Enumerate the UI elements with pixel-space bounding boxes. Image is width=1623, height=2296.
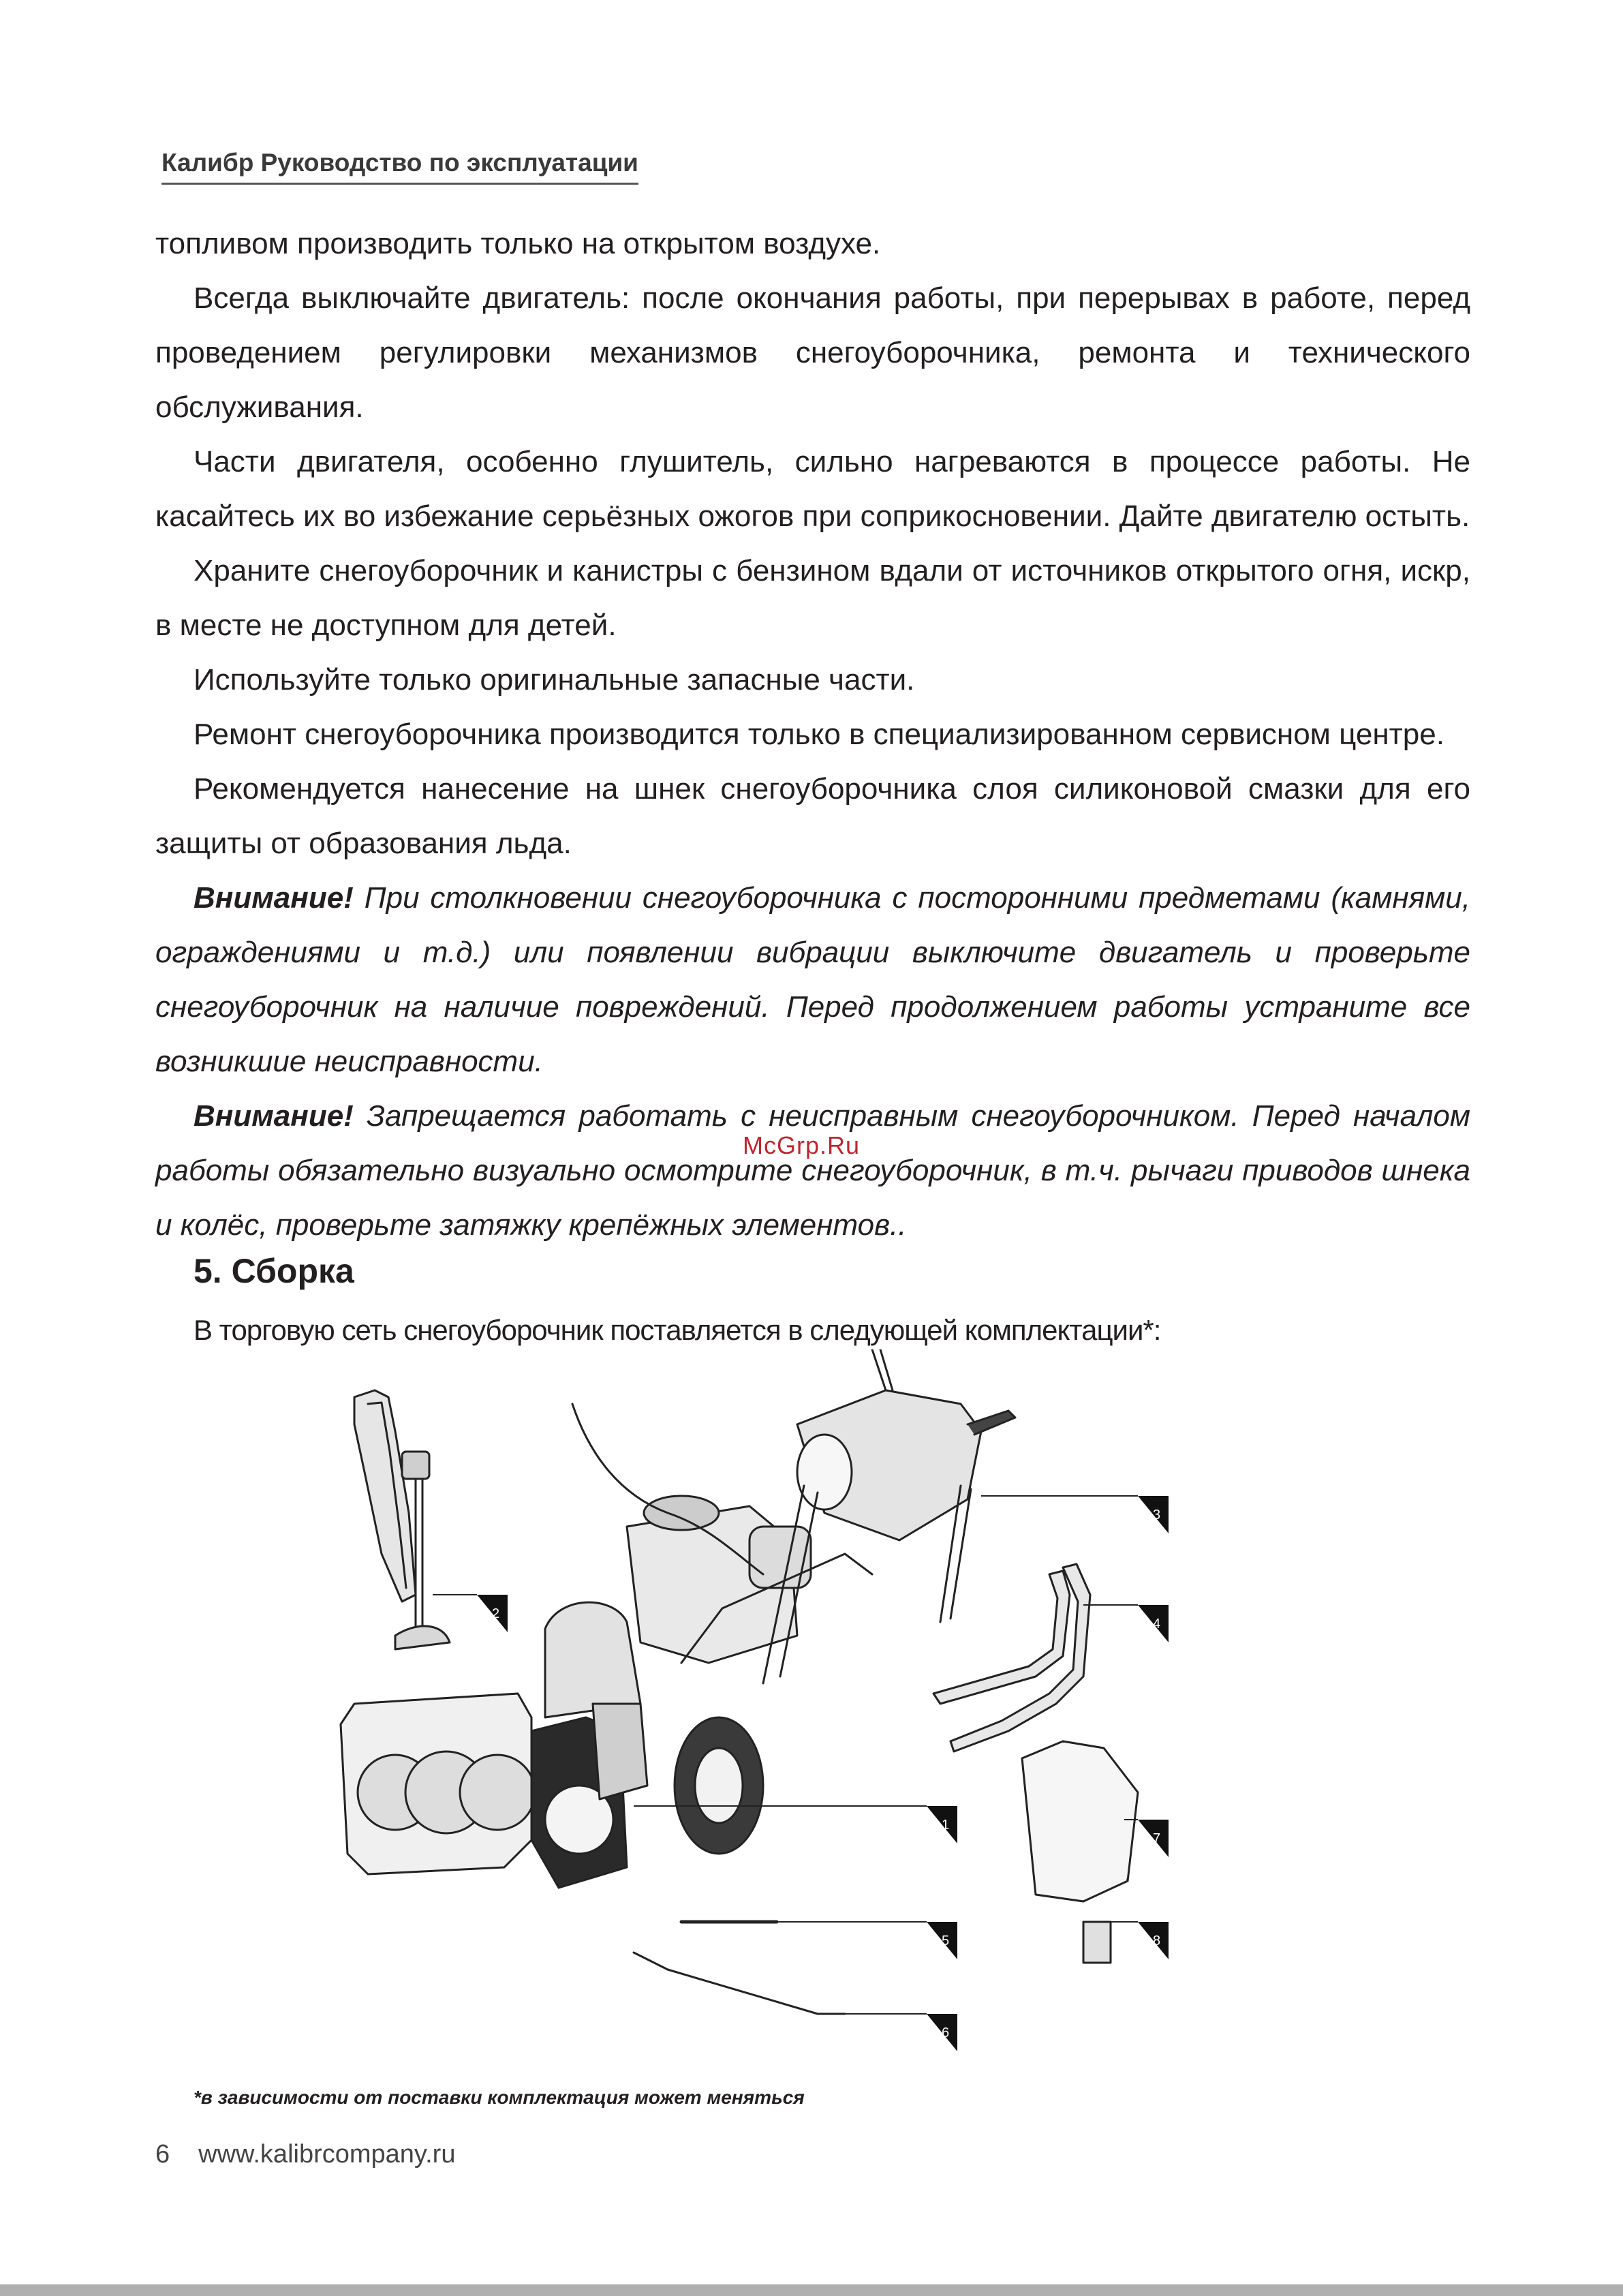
footnote: *в зависимости от поставки комплектация может меняться	[194, 2087, 805, 2108]
warning-paragraph	[155, 871, 1470, 1089]
paragraph: Используйте только оригинальные запасные части.	[194, 663, 915, 697]
page-footer	[155, 2140, 455, 2169]
watermark: McGrp.Ru	[743, 1131, 861, 1159]
lower-handle-part	[933, 1564, 1090, 1751]
paragraph: Всегда выключайте двигатель: после окончания работы, при перерывах в работе, перед проведением регулировки механизмов снегоуборочника, ремонта и технического обслуживания.	[155, 281, 1470, 424]
running-header: Калибр Руководство по эксплуатации	[161, 149, 638, 185]
machine-body-part	[341, 1496, 872, 1888]
control-rod-part	[634, 1953, 845, 2014]
callout-label-6: 6	[942, 2025, 950, 2040]
assembly-diagram	[327, 1349, 1213, 2058]
page-number: 6	[155, 2140, 170, 2169]
warning-text: При столкновении снегоуборочника с посторонними предметами (камнями, ограждениями и т.д.) или появлении вибрации выключите двигатель и проверьте снегоуборочник на наличие повреждений. Перед продолжением работы устраните все возникшие неисправности.	[155, 881, 1470, 1078]
callout-label-5: 5	[942, 1933, 950, 1948]
callout-label-3: 3	[1153, 1507, 1161, 1522]
paragraph: Части двигателя, особенно глушитель, сильно нагреваются в процессе работы. Не касайтесь их во избежание серьёзных ожогов при соприкосновении. Дайте двигателю остыть.	[155, 445, 1470, 533]
callout-label-4: 4	[1153, 1617, 1161, 1632]
callout-label-1: 1	[942, 1818, 950, 1833]
paragraph: Ремонт снегоуборочника производится только в специализированном сервисном центре.	[194, 718, 1444, 751]
callout-label-8: 8	[1153, 1933, 1161, 1948]
fastener-bag-part	[1083, 1922, 1111, 1963]
paragraph: Рекомендуется нанесение на шнек снегоуборочника слоя силиконовой смазки для его защиты от образования льда.	[155, 772, 1470, 860]
section-intro: В торговую сеть снегоуборочник поставляется в следующей комплектации*:	[194, 1314, 1161, 1346]
bottom-border	[0, 2284, 1623, 2296]
warning-paragraph	[155, 1089, 1470, 1253]
paragraph: Храните снегоуборочник и канистры с бензином вдали от источников открытого огня, искр, в месте не доступном для детей.	[155, 554, 1470, 642]
callout-label-7: 7	[1153, 1831, 1161, 1846]
body-text	[155, 217, 1470, 1253]
section-title: 5. Сборка	[194, 1252, 354, 1290]
website-link[interactable]: www.kalibrcompany.ru	[198, 2140, 456, 2169]
warning-label: Внимание!	[194, 1099, 354, 1133]
manual-part	[1022, 1741, 1138, 1901]
warning-text: Запрещается работать с неисправным снегоуборочником. Перед началом работы обязательно визуально осмотрите снегоуборочник, в т.ч. рычаги приводов шнека и колёс, проверьте затяжку крепёжных элементов..	[155, 1099, 1470, 1242]
paragraph: топливом производить только на открытом воздухе.	[155, 227, 881, 260]
callout-label-2: 2	[492, 1606, 500, 1621]
warning-label: Внимание!	[194, 881, 354, 915]
chute-part	[354, 1390, 450, 1649]
